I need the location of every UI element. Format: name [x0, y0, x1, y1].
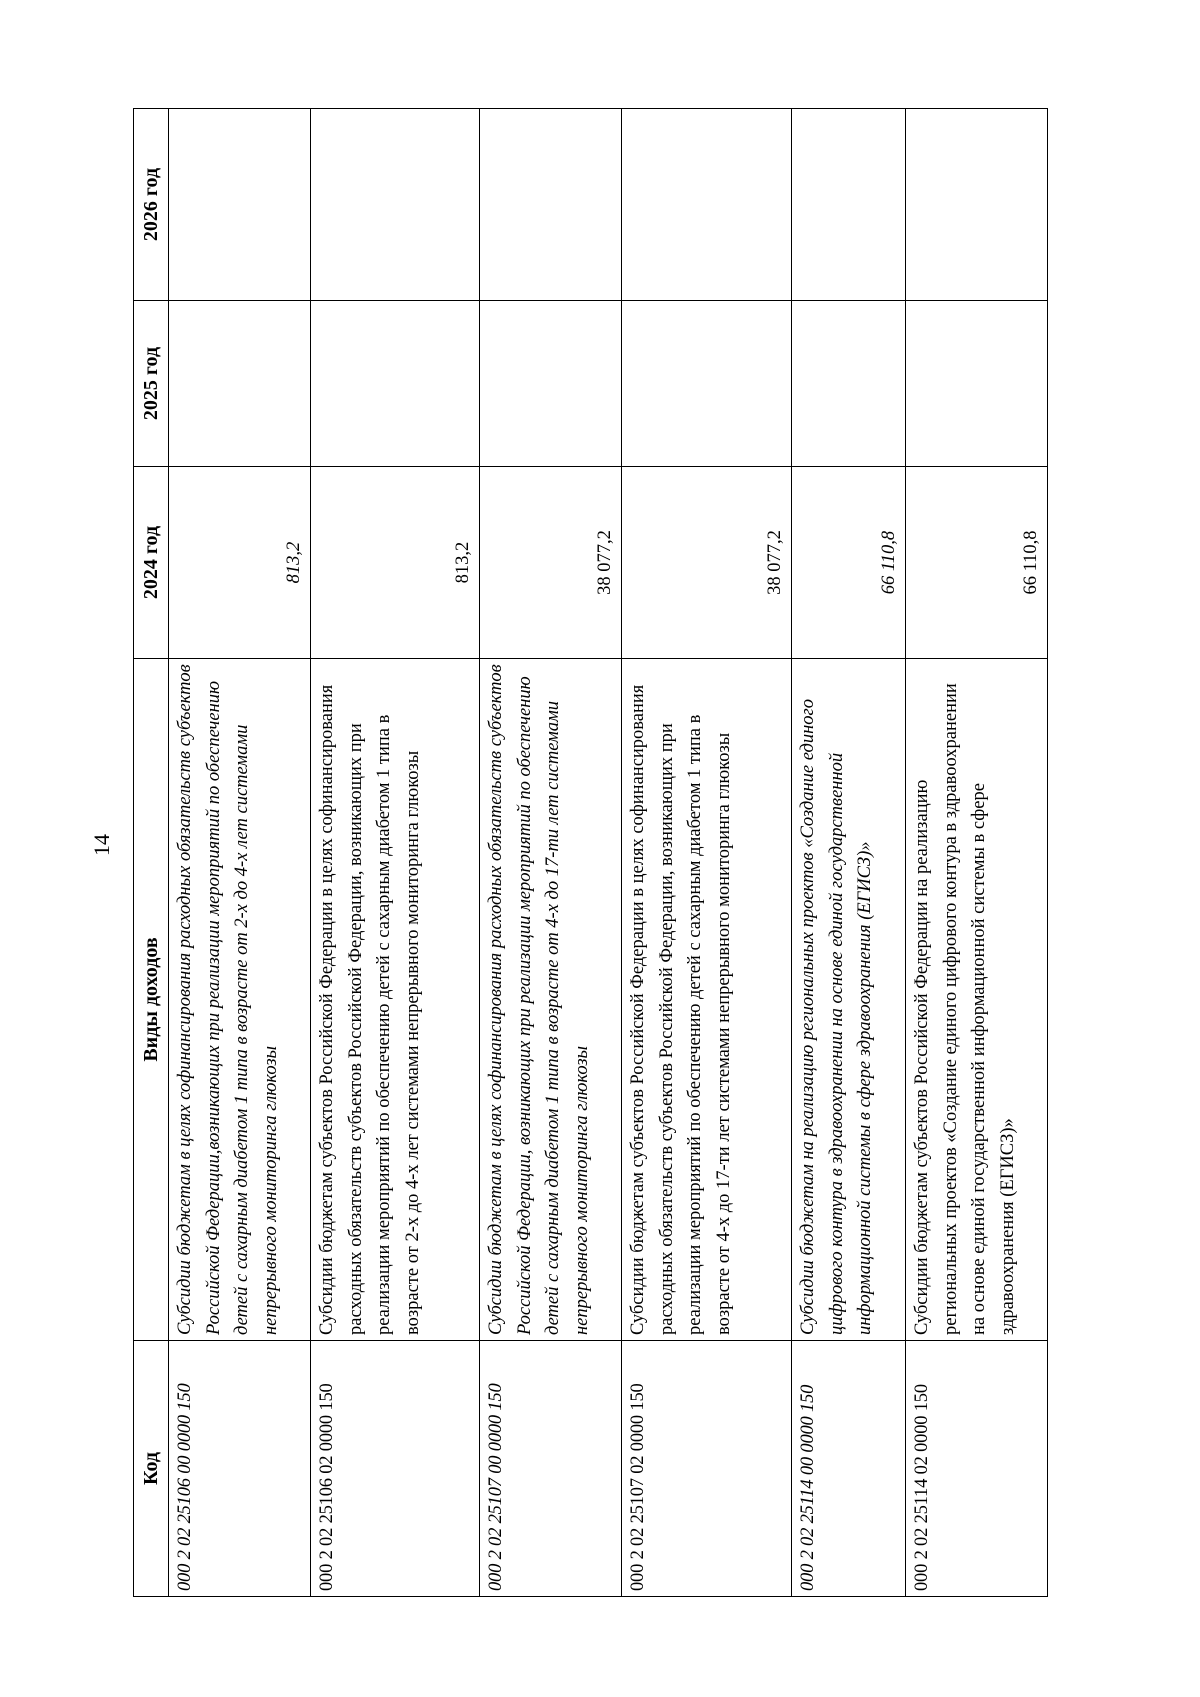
cell-value-2025 — [792, 301, 906, 467]
cell-value-2024: 813,2 — [169, 467, 311, 659]
cell-description: Субсидии бюджетам субъектов Российской Федерации в целях софинансирования расходных обязательств субъектов Российской Федерации, возникающих при реализации мероприятий по обеспечению детей с сахарным диабетом 1 типа в возрасте от 2-х до 4-х лет системами непрерывного мониторинга глюкозы — [311, 659, 480, 1341]
cell-code: 000 2 02 25114 02 0000 150 — [906, 1341, 1048, 1597]
header-year-2025: 2025 год — [134, 301, 169, 467]
header-year-2026: 2026 год — [134, 109, 169, 301]
cell-description: Субсидии бюджетам субъектов Российской Федерации на реализацию региональных проектов «Создание единого цифрового контура в здравоохранении на основе единой государственной информационной системы в сфере здравоохранения (ЕГИСЗ)» — [906, 659, 1048, 1341]
cell-value-2024: 813,2 — [311, 467, 480, 659]
cell-value-2024: 66 110,8 — [906, 467, 1048, 659]
cell-code: 000 2 02 25107 00 0000 150 — [480, 1341, 622, 1597]
cell-value-2026 — [480, 109, 622, 301]
table-row — [792, 109, 906, 1597]
header-revenue-type: Виды доходов — [134, 659, 169, 1341]
cell-value-2025 — [311, 301, 480, 467]
page-number: 14 — [89, 834, 114, 856]
table-row — [906, 109, 1048, 1597]
cell-value-2025 — [622, 301, 792, 467]
cell-description: Субсидии бюджетам субъектов Российской Федерации в целях софинансирования расходных обязательств субъектов Российской Федерации, возникающих при реализации мероприятий по обеспечению детей с сахарным диабетом 1 типа в возрасте от 4-х до 17-ти лет системами непрерывного мониторинга глюкозы — [622, 659, 792, 1341]
header-year-2024: 2024 год — [134, 467, 169, 659]
cell-code: 000 2 02 25107 02 0000 150 — [622, 1341, 792, 1597]
cell-code: 000 2 02 25114 00 0000 150 — [792, 1341, 906, 1597]
cell-value-2025 — [480, 301, 622, 467]
cell-value-2026 — [906, 109, 1048, 301]
table-row — [480, 109, 622, 1597]
cell-value-2024: 38 077,2 — [622, 467, 792, 659]
cell-description: Субсидии бюджетам на реализацию региональных проектов «Создание единого цифрового контура в здравоохранении на основе единой государственной информационной системы в сфере здравоохранения (ЕГИСЗ)» — [792, 659, 906, 1341]
cell-value-2024: 38 077,2 — [480, 467, 622, 659]
cell-description: Субсидии бюджетам в целях софинансирования расходных обязательств субъектов Российской Федерации, возникающих при реализации мероприятий по обеспечению детей с сахарным диабетом 1 типа в возрасте от 4-х до 17-ти лет системами непрерывного мониторинга глюкозы — [480, 659, 622, 1341]
cell-code: 000 2 02 25106 02 0000 150 — [311, 1341, 480, 1597]
cell-code: 000 2 02 25106 00 0000 150 — [169, 1341, 311, 1597]
cell-value-2026 — [792, 109, 906, 301]
cell-description: Субсидии бюджетам в целях софинансирования расходных обязательств субъектов Российской Федерации,возникающих при реализации мероприятий по обеспечению детей с сахарным диабетом 1 типа в возрасте от 2-х до 4-х лет системами непрерывного мониторинга глюкозы — [169, 659, 311, 1341]
cell-value-2026 — [169, 109, 311, 301]
cell-value-2026 — [622, 109, 792, 301]
table-row — [622, 109, 792, 1597]
cell-value-2024: 66 110,8 — [792, 467, 906, 659]
cell-value-2025 — [169, 301, 311, 467]
rotated-table-wrapper — [133, 109, 1046, 1597]
table-row — [311, 109, 480, 1597]
table-header-row — [134, 109, 169, 1597]
table-row — [169, 109, 311, 1597]
cell-value-2026 — [311, 109, 480, 301]
cell-value-2025 — [906, 301, 1048, 467]
header-code: Код — [134, 1341, 169, 1597]
revenue-table — [133, 108, 1048, 1597]
